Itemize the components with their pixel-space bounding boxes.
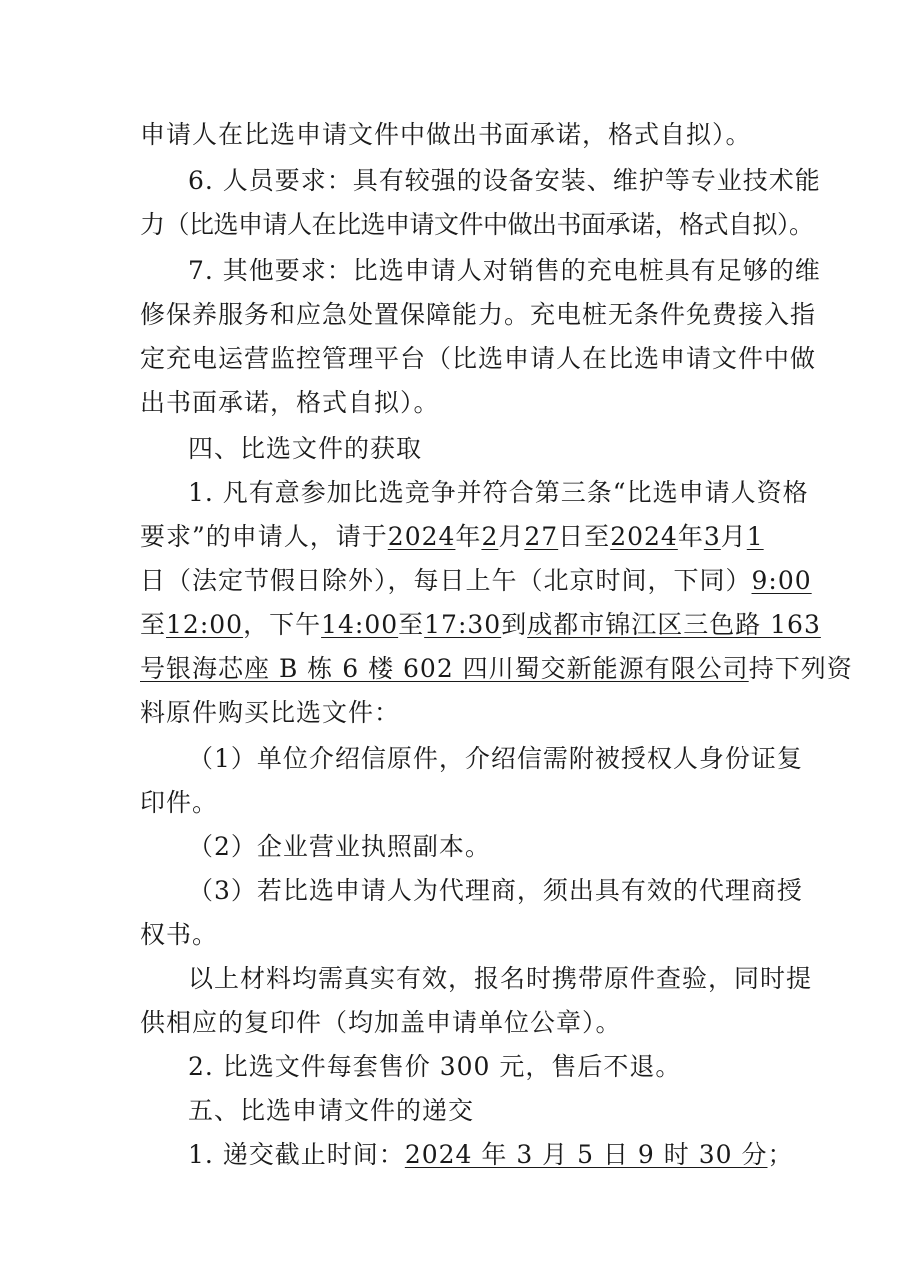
section-heading: 五、比选申请文件的递交	[188, 1096, 475, 1125]
paragraph-line: 6. 人员要求：具有较强的设备安装、维护等专业技术能	[188, 166, 821, 195]
text-segment: 月	[498, 522, 525, 551]
text-segment: 持下列资	[748, 654, 853, 683]
time-field: 12:00	[166, 610, 244, 639]
text-segment: 月	[720, 522, 747, 551]
text-segment: 日（法定节假日除外），每日上午（北京时间，下同）	[140, 566, 752, 595]
date-field: 1	[746, 522, 764, 551]
time-field: 14:00	[321, 610, 399, 639]
text-segment: 到	[501, 610, 528, 639]
address-field: 号银海芯座 B 栋 6 楼 602 四川蜀交新能源有限公司	[140, 654, 749, 683]
date-field: 2024	[387, 522, 456, 551]
paragraph-line: 1. 凡有意参加比选竞争并符合第三条“比选申请人资格	[188, 478, 809, 507]
paragraph-line: 申请人在比选申请文件中做出书面承诺，格式自拟）。	[140, 120, 752, 149]
paragraph-line	[140, 652, 853, 686]
time-field: 9:00	[751, 566, 812, 595]
paragraph-line	[140, 608, 821, 642]
date-field: 2024	[610, 522, 678, 551]
paragraph-line: 出书面承诺，格式自拟）。	[140, 388, 440, 417]
paragraph-line: 7. 其他要求：比选申请人对销售的充电桩具有足够的维	[188, 256, 821, 285]
text-segment: ，下午	[243, 610, 322, 639]
text-segment: 年	[455, 522, 482, 551]
date-field: 27	[524, 522, 559, 551]
date-field: 2	[481, 522, 499, 551]
text-segment: 至	[398, 610, 425, 639]
paragraph-line	[140, 564, 812, 598]
paragraph-line: 修保养服务和应急处置保障能力。充电桩无条件免费接入指	[140, 300, 817, 329]
paragraph-line	[140, 520, 764, 554]
paragraph-line: 2. 比选文件每套售价 300 元，售后不退。	[188, 1052, 682, 1081]
paragraph-line: 定充电运营监控管理平台（比选申请人在比选申请文件中做	[140, 344, 817, 373]
paragraph-line	[188, 1138, 794, 1172]
list-item: （1）单位介绍信原件，介绍信需附被授权人身份证复	[188, 744, 803, 773]
list-item: （2）企业营业执照副本。	[188, 832, 491, 861]
address-field: 成都市锦江区三色路 163	[527, 610, 821, 639]
text-segment: 日至	[558, 522, 611, 551]
paragraph-line: 料原件购买比选文件：	[140, 698, 401, 727]
text-segment: 至	[140, 610, 167, 639]
text-segment: 1. 递交截止时间：	[188, 1140, 405, 1169]
paragraph-line: 权书。	[140, 920, 219, 949]
paragraph-line: 力（比选申请人在比选申请文件中做出书面承诺，格式自拟）。	[140, 210, 814, 239]
date-field: 3	[703, 522, 721, 551]
text-segment: ；	[767, 1140, 794, 1169]
list-item: （3）若比选申请人为代理商，须出具有效的代理商授	[188, 876, 803, 905]
deadline-field: 2024 年 3 月 5 日 9 时 30 分	[404, 1140, 768, 1169]
text-segment: 年	[677, 522, 704, 551]
section-heading: 四、比选文件的获取	[188, 434, 423, 463]
time-field: 17:30	[424, 610, 502, 639]
paragraph-line: 供相应的复印件（均加盖申请单位公章）。	[140, 1008, 622, 1037]
paragraph-line: 以上材料均需真实有效，报名时携带原件查验，同时提	[188, 964, 813, 993]
paragraph-line: 印件。	[140, 788, 219, 817]
text-segment: 要求”的申请人，请于	[140, 522, 388, 551]
